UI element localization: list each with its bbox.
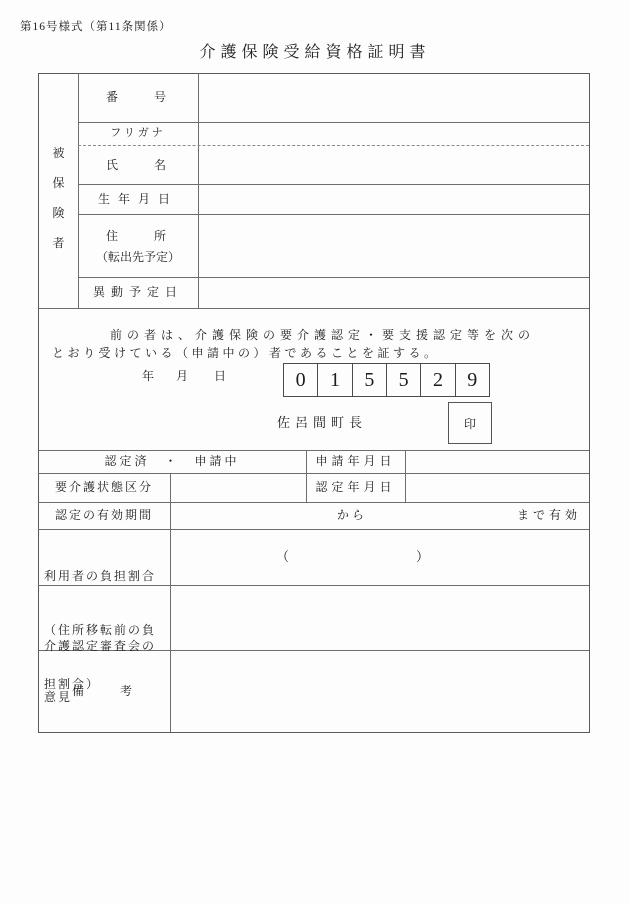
valid-period-label: 認定の有効期間 xyxy=(54,508,153,522)
insured-char-1: 被 xyxy=(52,146,65,160)
review-board-value-cell xyxy=(171,586,588,649)
form-number: 第16号様式（第11条関係） xyxy=(20,21,172,33)
furigana-label: フリガナ xyxy=(110,127,166,139)
seal-box xyxy=(448,402,492,444)
insurer-number-digit-4: 5 xyxy=(386,364,420,396)
row-line-insured-bottom xyxy=(38,308,589,309)
burden-ratio-label-line1: 利用者の負担割合 xyxy=(44,569,157,583)
birthdate-value-cell xyxy=(199,185,588,214)
move-date-label: 異動予定日 xyxy=(92,285,183,299)
name-label: 氏 名 xyxy=(105,158,170,172)
insured-person-vertical-label xyxy=(39,144,78,250)
insured-char-4: 者 xyxy=(52,236,65,250)
certified-date-value-cell xyxy=(406,474,588,501)
number-label: 番 号 xyxy=(105,90,170,104)
review-board-label-line2: 意見 xyxy=(44,690,73,704)
remarks-value-cell xyxy=(171,651,588,731)
address-value-cell xyxy=(199,215,588,277)
number-value-cell xyxy=(199,74,588,122)
insurer-number-digit-2: 1 xyxy=(317,364,351,396)
care-level-value-cell xyxy=(171,474,306,501)
review-board-label-line1: 介護認定審査会の xyxy=(44,639,157,653)
certified-status-label: 認定済 ・ 申請中 xyxy=(104,454,240,468)
year-label: 年 xyxy=(142,369,155,383)
care-level-label: 要介護状態区分 xyxy=(54,480,153,494)
birthdate-label: 生年月日 xyxy=(97,192,178,206)
certified-date-label: 認定年月日 xyxy=(315,480,396,494)
insured-char-2: 保 xyxy=(52,176,65,190)
valid-until-suffix: まで有効 xyxy=(517,508,582,522)
address-label-line2: （転出先予定） xyxy=(95,250,180,264)
burden-paren-close: ） xyxy=(416,549,430,564)
burden-paren-open: （ xyxy=(276,549,290,564)
burden-ratio-label-line2: （住所移転前の負 xyxy=(44,623,157,637)
day-label: 日 xyxy=(214,369,227,383)
address-label-line1: 住 所 xyxy=(105,229,170,243)
insurer-number-digit-1: 0 xyxy=(295,368,306,391)
insured-char-3: 険 xyxy=(52,206,65,220)
application-date-label: 申請年月日 xyxy=(315,454,396,468)
insurer-number-digit-3: 5 xyxy=(352,364,386,396)
mayor-title: 佐呂間町長 xyxy=(277,415,368,430)
remarks-label: 備 考 xyxy=(71,684,136,698)
row-line-status-2 xyxy=(38,502,589,503)
seal-label: 印 xyxy=(463,416,476,431)
application-date-value-cell xyxy=(406,451,588,472)
insurer-number-digit-6: 9 xyxy=(455,364,489,396)
burden-ratio-label-line3: 担割合） xyxy=(44,677,101,691)
review-board-label xyxy=(44,604,170,740)
insurer-number-boxes xyxy=(283,363,490,397)
furigana-value-cell xyxy=(199,123,588,145)
insurer-number-digit-5: 2 xyxy=(420,364,454,396)
valid-from-suffix: から xyxy=(337,508,368,522)
move-date-value-cell xyxy=(199,278,588,308)
name-value-cell xyxy=(199,146,588,184)
certification-text-line2: とおり受けている（申請中の）者であることを証する。 xyxy=(52,346,440,360)
certification-text-line1: 前の者は、介護保険の要介護認定・要支援認定等を次の xyxy=(110,328,536,342)
month-label: 月 xyxy=(176,369,189,383)
burden-ratio-value-cell xyxy=(171,530,588,584)
divider-insured-column xyxy=(78,73,79,308)
page-title: 介護保険受給資格証明書 xyxy=(199,44,431,61)
